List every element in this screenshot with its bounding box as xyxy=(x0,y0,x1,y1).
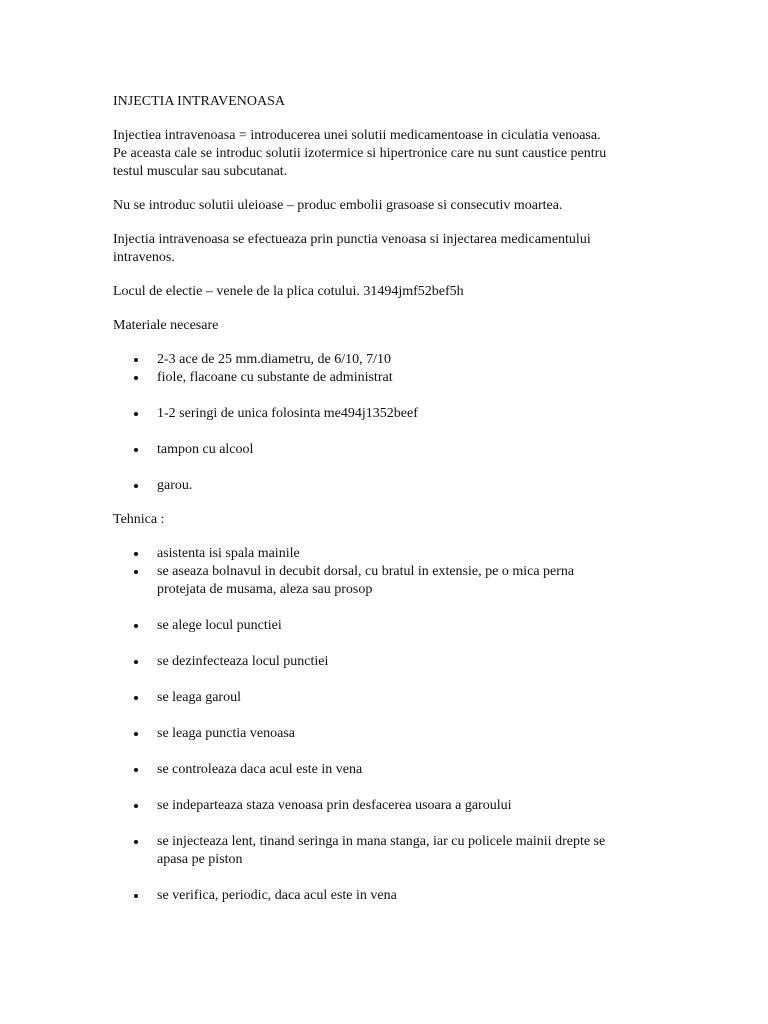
technique-list xyxy=(113,545,653,905)
materials-list xyxy=(113,351,653,495)
list-item xyxy=(113,351,653,369)
bullet-icon xyxy=(134,448,138,452)
list-item xyxy=(113,405,653,423)
list-item xyxy=(113,477,653,495)
list-item xyxy=(113,545,653,563)
list-item xyxy=(113,653,653,671)
text-line: Pe aceasta cale se introduc solutii izotermice si hipertronice care nu sunt caustice pentru xyxy=(113,146,607,161)
text-line: intravenos. xyxy=(113,250,175,265)
bullet-icon xyxy=(134,804,138,808)
list-item-text: asistenta isi spala mainile xyxy=(157,546,300,561)
bullet-icon xyxy=(134,732,138,736)
list-item xyxy=(113,761,653,779)
bullet-icon xyxy=(134,484,138,488)
list-item xyxy=(113,617,653,635)
list-item xyxy=(113,833,653,869)
paragraph-site xyxy=(113,283,653,301)
list-item xyxy=(113,887,653,905)
list-item xyxy=(113,689,653,707)
list-item-text: 2-3 ace de 25 mm.diametru, de 6/10, 7/10 xyxy=(157,352,392,367)
text-line: Locul de electie – venele de la plica cotului. 31494jmf52bef5h xyxy=(113,284,464,299)
list-item-text: se verifica, periodic, daca acul este in vena xyxy=(157,888,397,903)
bullet-icon xyxy=(134,894,138,898)
list-item-text: se leaga punctia venoasa xyxy=(157,726,295,741)
list-item-text: garou. xyxy=(157,478,193,493)
bullet-icon xyxy=(134,552,138,556)
bullet-icon xyxy=(134,840,138,844)
text-line: Injectiea intravenoasa = introducerea unei solutii medicamentoase in ciculatia venoasa. xyxy=(113,128,601,143)
text-line: Injectia intravenoasa se efectueaza prin punctia venoasa si injectarea medicamentului xyxy=(113,232,591,247)
list-item xyxy=(113,725,653,743)
list-item xyxy=(113,563,653,599)
list-item-text: se leaga garoul xyxy=(157,690,241,705)
bullet-icon xyxy=(134,570,138,574)
list-item xyxy=(113,797,653,815)
bullet-icon xyxy=(134,376,138,380)
list-item xyxy=(113,369,653,387)
list-item-text: se indeparteaza staza venoasa prin desfacerea usoara a garoului xyxy=(157,798,512,813)
list-item-text: protejata de musama, aleza sau prosop xyxy=(157,582,373,597)
text-line: Nu se introduc solutii uleioase – produc embolii grasoase si consecutiv moartea. xyxy=(113,198,563,213)
list-item xyxy=(113,441,653,459)
list-item-text: apasa pe piston xyxy=(157,852,243,867)
list-item-text: se alege locul punctiei xyxy=(157,618,282,633)
paragraph-definition xyxy=(113,127,653,181)
bullet-icon xyxy=(134,696,138,700)
materials-heading: Materiale necesare xyxy=(113,318,219,333)
paragraph-procedure xyxy=(113,231,653,267)
bullet-icon xyxy=(134,412,138,416)
paragraph-warning xyxy=(113,197,653,215)
text-line: testul muscular sau subcutanat. xyxy=(113,164,288,179)
technique-heading: Tehnica : xyxy=(113,512,165,527)
document-title: INJECTIA INTRAVENOASA xyxy=(113,94,286,109)
list-item-text: se injecteaza lent, tinand seringa in mana stanga, iar cu policele mainii drepte se xyxy=(157,834,606,849)
bullet-icon xyxy=(134,660,138,664)
list-item-text: se dezinfecteaza locul punctiei xyxy=(157,654,329,669)
bullet-icon xyxy=(134,624,138,628)
bullet-icon xyxy=(134,768,138,772)
list-item-text: se controleaza daca acul este in vena xyxy=(157,762,363,777)
list-item-text: fiole, flacoane cu substante de administrat xyxy=(157,370,393,385)
list-item-text: se aseaza bolnavul in decubit dorsal, cu bratul in extensie, pe o mica perna xyxy=(157,564,575,579)
list-item-text: tampon cu alcool xyxy=(157,442,254,457)
bullet-icon xyxy=(134,358,138,362)
list-item-text: 1-2 seringi de unica folosinta me494j1352beef xyxy=(157,406,418,421)
document-page xyxy=(113,93,653,921)
